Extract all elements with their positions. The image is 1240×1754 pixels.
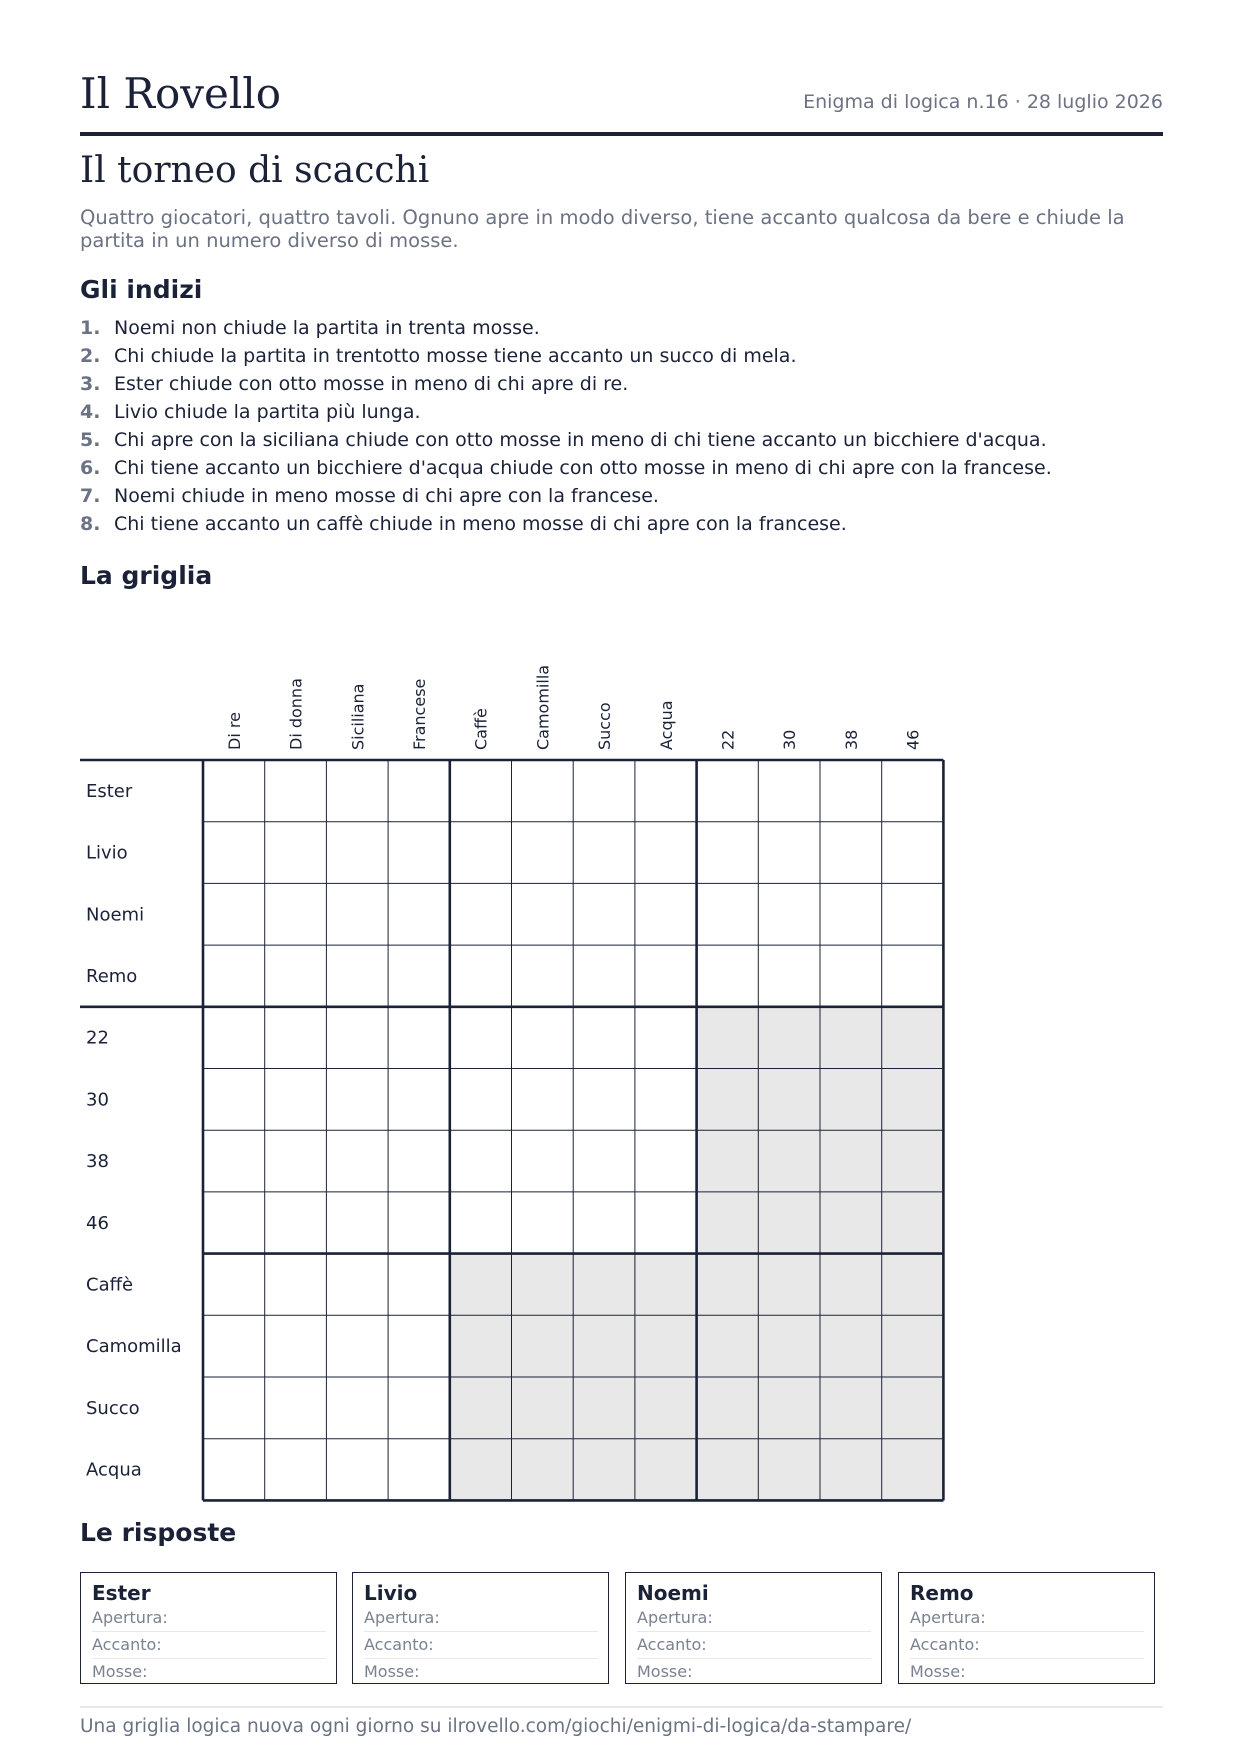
- answer-field-apertura[interactable]: Apertura:: [910, 1605, 1144, 1632]
- grid-cell[interactable]: [326, 1254, 388, 1316]
- clue-text: Noemi chiude in meno mosse di chi apre con la francese.: [114, 485, 659, 507]
- grid-cell[interactable]: [697, 1069, 759, 1131]
- grid-cell[interactable]: [820, 1439, 882, 1501]
- brand-name: Il Rovello: [80, 69, 282, 118]
- row-label: Ester: [86, 780, 133, 802]
- grid-cell[interactable]: [758, 945, 820, 1007]
- grid-cell[interactable]: [758, 760, 820, 822]
- clue-item: [80, 510, 1052, 538]
- answer-player-name: Ester: [92, 1581, 151, 1605]
- grid-cell[interactable]: [512, 1130, 574, 1192]
- grid-cell[interactable]: [697, 1007, 759, 1069]
- grid-cell[interactable]: [758, 1130, 820, 1192]
- grid-cell[interactable]: [882, 1439, 944, 1501]
- clue-item: [80, 398, 1052, 426]
- grid-cell[interactable]: [326, 1130, 388, 1192]
- column-label: Succo: [595, 702, 615, 750]
- grid-cell[interactable]: [203, 1254, 265, 1316]
- clue-number: 8.: [80, 513, 101, 535]
- answer-field-accanto[interactable]: Accanto:: [637, 1632, 871, 1659]
- column-label: Francese: [409, 678, 429, 750]
- grid-cell[interactable]: [388, 1439, 450, 1501]
- grid-cell[interactable]: [326, 822, 388, 884]
- grid-cell[interactable]: [388, 1192, 450, 1254]
- answer-field-apertura[interactable]: Apertura:: [637, 1605, 871, 1632]
- clue-list: [80, 314, 1052, 538]
- row-label: Livio: [86, 842, 128, 864]
- grid-cell[interactable]: [697, 822, 759, 884]
- grid-cell[interactable]: [635, 822, 697, 884]
- grid-cell[interactable]: [635, 883, 697, 945]
- grid-cell[interactable]: [326, 1069, 388, 1131]
- clue-item: [80, 482, 1052, 510]
- grid-cell[interactable]: [573, 1007, 635, 1069]
- grid-cell[interactable]: [326, 1192, 388, 1254]
- grid-cell[interactable]: [635, 945, 697, 1007]
- grid-cell[interactable]: [450, 822, 512, 884]
- row-label: 46: [86, 1212, 109, 1234]
- answer-field-mosse[interactable]: Mosse:: [92, 1662, 148, 1681]
- grid-cell[interactable]: [512, 760, 574, 822]
- grid-cell[interactable]: [758, 883, 820, 945]
- grid-cell[interactable]: [265, 1439, 327, 1501]
- grid-cell[interactable]: [697, 1254, 759, 1316]
- grid-cell[interactable]: [450, 883, 512, 945]
- grid-cell[interactable]: [203, 822, 265, 884]
- grid-cell[interactable]: [265, 760, 327, 822]
- grid-cell[interactable]: [450, 945, 512, 1007]
- grid-cell[interactable]: [820, 1377, 882, 1439]
- answer-card-ester: [80, 1572, 337, 1684]
- grid-cell[interactable]: [388, 1069, 450, 1131]
- clues-heading: Gli indizi: [80, 275, 203, 304]
- grid-cell[interactable]: [882, 1377, 944, 1439]
- answer-field-mosse[interactable]: Mosse:: [910, 1662, 966, 1681]
- clue-number: 1.: [80, 317, 101, 339]
- grid-cell[interactable]: [697, 945, 759, 1007]
- grid-cell[interactable]: [512, 1007, 574, 1069]
- grid-cell[interactable]: [820, 1069, 882, 1131]
- grid-cell[interactable]: [635, 760, 697, 822]
- grid-cell[interactable]: [697, 1315, 759, 1377]
- answer-card-noemi: [625, 1572, 882, 1684]
- grid-cell[interactable]: [450, 1130, 512, 1192]
- grid-cell[interactable]: [326, 945, 388, 1007]
- grid-cell[interactable]: [758, 1069, 820, 1131]
- grid-cell[interactable]: [820, 1254, 882, 1316]
- grid-cell[interactable]: [388, 945, 450, 1007]
- clue-text: Chi chiude la partita in trentotto mosse tiene accanto un succo di mela.: [114, 345, 797, 367]
- clue-number: 4.: [80, 401, 101, 423]
- grid-cell[interactable]: [758, 1439, 820, 1501]
- column-label: 38: [841, 729, 861, 750]
- logic-grid: [80, 640, 950, 1510]
- grid-cell[interactable]: [512, 1439, 574, 1501]
- grid-cell[interactable]: [758, 1007, 820, 1069]
- grid-cell[interactable]: [635, 1192, 697, 1254]
- grid-cell[interactable]: [265, 1007, 327, 1069]
- clue-item: [80, 314, 1052, 342]
- issue-info: Enigma di logica n.16 · 28 luglio 2026: [803, 91, 1163, 113]
- column-label: Di re: [224, 712, 244, 750]
- answer-field-mosse[interactable]: Mosse:: [637, 1662, 693, 1681]
- grid-cell[interactable]: [203, 945, 265, 1007]
- clue-text: Noemi non chiude la partita in trenta mosse.: [114, 317, 540, 339]
- grid-cell[interactable]: [203, 1377, 265, 1439]
- grid-cell[interactable]: [573, 1069, 635, 1131]
- grid-cell[interactable]: [265, 1192, 327, 1254]
- grid-cell[interactable]: [635, 1377, 697, 1439]
- grid-cell[interactable]: [635, 1069, 697, 1131]
- grid-cell[interactable]: [450, 1007, 512, 1069]
- masthead: [80, 68, 1163, 136]
- grid-cell[interactable]: [512, 1254, 574, 1316]
- grid-cell[interactable]: [450, 1377, 512, 1439]
- grid-cell[interactable]: [388, 1007, 450, 1069]
- column-label: 46: [903, 729, 923, 750]
- answer-field-apertura[interactable]: Apertura:: [364, 1605, 598, 1632]
- grid-cell[interactable]: [758, 822, 820, 884]
- row-label: 22: [86, 1027, 109, 1049]
- grid-cell[interactable]: [820, 883, 882, 945]
- grid-cell[interactable]: [450, 1254, 512, 1316]
- grid-cell[interactable]: [203, 1315, 265, 1377]
- grid-cell[interactable]: [573, 1192, 635, 1254]
- grid-cell[interactable]: [388, 1377, 450, 1439]
- grid-cell[interactable]: [203, 1439, 265, 1501]
- column-label: 30: [780, 729, 800, 750]
- grid-cell[interactable]: [450, 1315, 512, 1377]
- answer-player-name: Remo: [910, 1581, 974, 1605]
- clue-number: 2.: [80, 345, 101, 367]
- grid-cell[interactable]: [697, 1130, 759, 1192]
- grid-cell[interactable]: [265, 945, 327, 1007]
- row-label: Camomilla: [86, 1336, 182, 1358]
- grid-cell[interactable]: [265, 1377, 327, 1439]
- answer-player-name: Livio: [364, 1581, 418, 1605]
- grid-cell[interactable]: [573, 760, 635, 822]
- grid-cell[interactable]: [820, 945, 882, 1007]
- clue-text: Chi tiene accanto un caffè chiude in meno mosse di chi apre con la francese.: [114, 513, 847, 535]
- grid-cell[interactable]: [573, 822, 635, 884]
- grid-cell[interactable]: [573, 1130, 635, 1192]
- grid-cell[interactable]: [635, 1007, 697, 1069]
- grid-cell[interactable]: [326, 1007, 388, 1069]
- answers-heading: Le risposte: [80, 1518, 237, 1547]
- grid-cell[interactable]: [388, 822, 450, 884]
- grid-cell[interactable]: [635, 1439, 697, 1501]
- grid-cell[interactable]: [326, 1315, 388, 1377]
- grid-cell[interactable]: [697, 1192, 759, 1254]
- clue-text: Chi tiene accanto un bicchiere d'acqua chiude con otto mosse in meno di chi apre con la francese.: [114, 457, 1052, 479]
- grid-cell[interactable]: [882, 1069, 944, 1131]
- puzzle-title: Il torneo di scacchi: [80, 150, 430, 191]
- row-label: 38: [86, 1151, 109, 1173]
- grid-cell[interactable]: [882, 883, 944, 945]
- grid-cell[interactable]: [820, 1315, 882, 1377]
- grid-cell[interactable]: [820, 1192, 882, 1254]
- grid-cell[interactable]: [820, 1130, 882, 1192]
- grid-cell[interactable]: [882, 1192, 944, 1254]
- row-label: Succo: [86, 1397, 140, 1419]
- logic-grid-svg: [80, 640, 950, 1510]
- row-label: 30: [86, 1089, 109, 1111]
- grid-cell[interactable]: [512, 883, 574, 945]
- grid-cell[interactable]: [203, 760, 265, 822]
- grid-cell[interactable]: [450, 1192, 512, 1254]
- clue-item: [80, 454, 1052, 482]
- grid-cell[interactable]: [512, 945, 574, 1007]
- answer-card-livio: [352, 1572, 609, 1684]
- grid-cell[interactable]: [388, 1254, 450, 1316]
- clue-item: [80, 342, 1052, 370]
- clue-text: Ester chiude con otto mosse in meno di chi apre di re.: [114, 373, 629, 395]
- grid-cell[interactable]: [203, 1192, 265, 1254]
- grid-cell[interactable]: [265, 1069, 327, 1131]
- answer-field-accanto[interactable]: Accanto:: [92, 1632, 326, 1659]
- column-label: Siciliana: [348, 683, 368, 750]
- grid-cell[interactable]: [326, 1377, 388, 1439]
- row-label: Acqua: [86, 1459, 142, 1481]
- grid-cell[interactable]: [265, 883, 327, 945]
- clue-number: 3.: [80, 373, 101, 395]
- grid-cell[interactable]: [265, 1130, 327, 1192]
- grid-cell[interactable]: [203, 1130, 265, 1192]
- grid-heading: La griglia: [80, 561, 213, 590]
- grid-cell[interactable]: [388, 1130, 450, 1192]
- grid-cell[interactable]: [265, 1254, 327, 1316]
- grid-cell[interactable]: [882, 945, 944, 1007]
- grid-cell[interactable]: [326, 760, 388, 822]
- grid-cell[interactable]: [203, 1007, 265, 1069]
- grid-cell[interactable]: [512, 822, 574, 884]
- answer-field-mosse[interactable]: Mosse:: [364, 1662, 420, 1681]
- grid-cell[interactable]: [450, 760, 512, 822]
- grid-cell[interactable]: [697, 1377, 759, 1439]
- grid-cell[interactable]: [573, 1315, 635, 1377]
- grid-cell[interactable]: [635, 1254, 697, 1316]
- grid-cell[interactable]: [697, 760, 759, 822]
- grid-cell[interactable]: [882, 1315, 944, 1377]
- grid-cell[interactable]: [758, 1315, 820, 1377]
- grid-cell[interactable]: [882, 1007, 944, 1069]
- grid-cell[interactable]: [388, 760, 450, 822]
- grid-cell[interactable]: [450, 1439, 512, 1501]
- grid-cell[interactable]: [573, 1439, 635, 1501]
- grid-cell[interactable]: [450, 1069, 512, 1131]
- puzzle-intro: Quattro giocatori, quattro tavoli. Ognuno apre in modo diverso, tiene accanto qualcosa da bere e chiude la partita in un numero diverso di mosse.: [80, 206, 1125, 252]
- column-label: Di donna: [286, 678, 306, 750]
- grid-cell[interactable]: [758, 1254, 820, 1316]
- grid-cell[interactable]: [882, 822, 944, 884]
- grid-cell[interactable]: [265, 822, 327, 884]
- grid-cell[interactable]: [635, 1130, 697, 1192]
- grid-cell[interactable]: [573, 1377, 635, 1439]
- grid-cell[interactable]: [820, 760, 882, 822]
- clue-number: 7.: [80, 485, 101, 507]
- grid-cell[interactable]: [388, 1315, 450, 1377]
- grid-cell[interactable]: [635, 1315, 697, 1377]
- answer-field-accanto[interactable]: Accanto:: [364, 1632, 598, 1659]
- grid-cell[interactable]: [512, 1377, 574, 1439]
- grid-cell[interactable]: [573, 1254, 635, 1316]
- grid-cell[interactable]: [820, 822, 882, 884]
- grid-cell[interactable]: [573, 883, 635, 945]
- grid-cell[interactable]: [388, 883, 450, 945]
- clue-text: Livio chiude la partita più lunga.: [114, 401, 421, 423]
- answer-field-apertura[interactable]: Apertura:: [92, 1605, 326, 1632]
- grid-cell[interactable]: [882, 1130, 944, 1192]
- answer-card-remo: [898, 1572, 1155, 1684]
- answer-player-name: Noemi: [637, 1581, 709, 1605]
- grid-cell[interactable]: [203, 1069, 265, 1131]
- grid-cell[interactable]: [265, 1315, 327, 1377]
- grid-cell[interactable]: [820, 1007, 882, 1069]
- grid-cell[interactable]: [573, 945, 635, 1007]
- clue-number: 5.: [80, 429, 101, 451]
- column-label: 22: [718, 729, 738, 750]
- clue-item: [80, 370, 1052, 398]
- grid-cell[interactable]: [203, 883, 265, 945]
- clue-number: 6.: [80, 457, 101, 479]
- grid-cell[interactable]: [758, 1192, 820, 1254]
- grid-cell[interactable]: [512, 1315, 574, 1377]
- grid-cell[interactable]: [882, 760, 944, 822]
- row-label: Noemi: [86, 904, 145, 926]
- grid-cell[interactable]: [512, 1192, 574, 1254]
- row-label: Caffè: [86, 1274, 134, 1296]
- answer-field-accanto[interactable]: Accanto:: [910, 1632, 1144, 1659]
- grid-cell[interactable]: [697, 1439, 759, 1501]
- footer-link[interactable]: Una griglia logica nuova ogni giorno su ilrovello.com/giochi/enigmi-di-logica/da-stampare/: [80, 1706, 1163, 1739]
- answer-cards: [80, 1572, 1163, 1686]
- grid-cell[interactable]: [697, 883, 759, 945]
- column-label: Acqua: [656, 700, 676, 750]
- grid-cell[interactable]: [512, 1069, 574, 1131]
- grid-cell[interactable]: [882, 1254, 944, 1316]
- clue-item: [80, 426, 1052, 454]
- row-label: Remo: [86, 965, 138, 987]
- grid-cell[interactable]: [758, 1377, 820, 1439]
- clue-text: Chi apre con la siciliana chiude con otto mosse in meno di chi tiene accanto un bicchiere d'acqua.: [114, 429, 1047, 451]
- grid-cell[interactable]: [326, 1439, 388, 1501]
- column-label: Camomilla: [533, 664, 553, 750]
- grid-cell[interactable]: [326, 883, 388, 945]
- column-label: Caffè: [471, 708, 491, 750]
